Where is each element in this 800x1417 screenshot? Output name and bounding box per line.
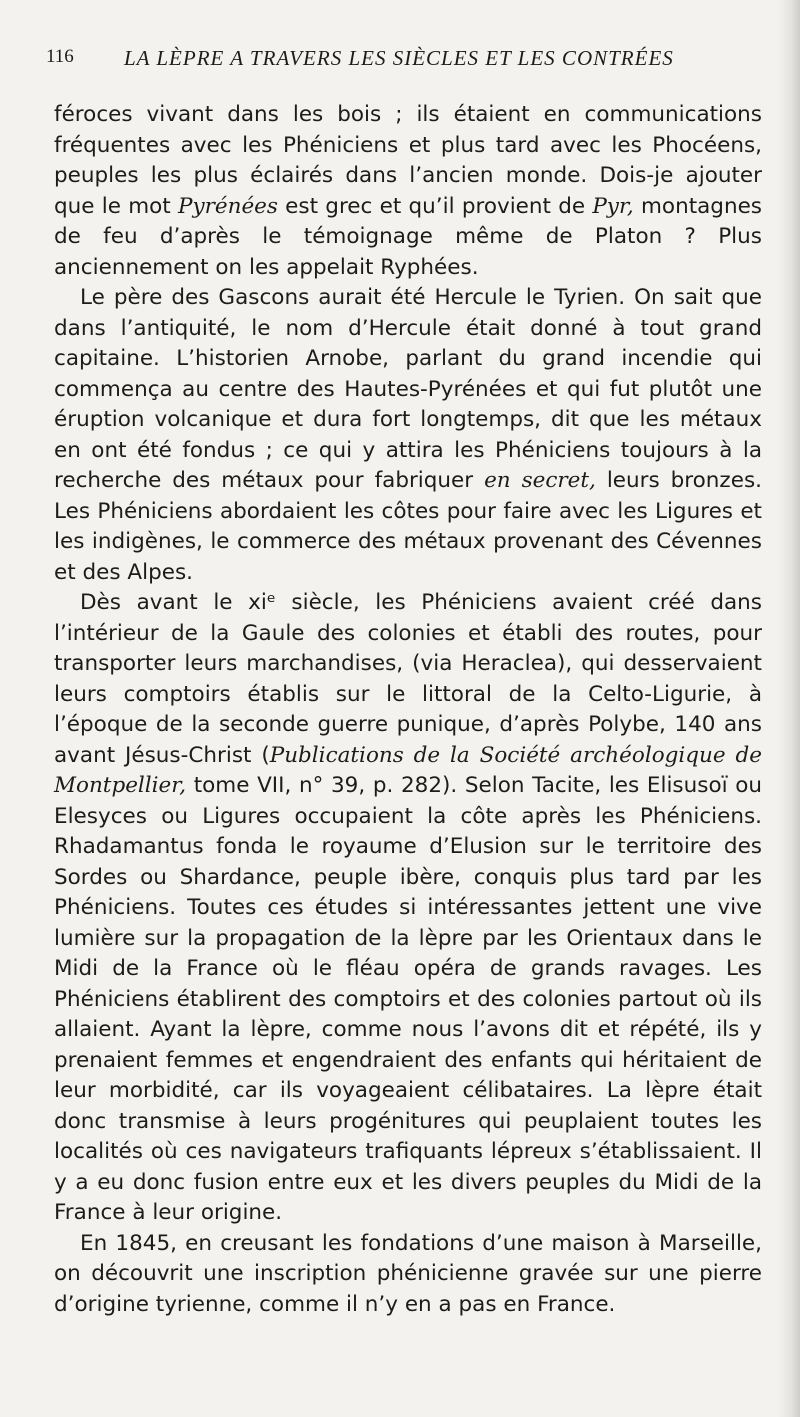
italic-text-run: Pyr, [592, 193, 634, 219]
text-run: En 1845, en creusant les fondations d’une maison à Marseille, on découvrit une inscription phénicienne gravée sur une pierre d’origine tyrienne, comme il n’y en a pas en France. [54, 1230, 762, 1317]
body-text [54, 100, 762, 1320]
paragraph [54, 100, 762, 283]
paragraph [54, 283, 762, 588]
text-run: féroces vivant dans les bois ; ils étaient en communications fréquentes avec les Phéniciens et plus tard avec les Phocéens, peuples les plus éclairés dans l’ancien monde. Dois-je ajouter que le mot [54, 102, 762, 219]
page-edge-shadow [778, 0, 800, 1417]
text-run: leurs bronzes. Les Phéniciens abordaient les côtes pour faire avec les Ligures et les indigènes, le commerce des métaux provenant des Cévennes et des Alpes. [54, 468, 762, 585]
text-run: Dès avant le xiᵉ siècle, les Phéniciens avaient créé dans l’intérieur de la Gaule des colonies et établi des routes, pour transporter leurs marchandises, (via Heraclea), qui desservaient leurs comptoirs établis sur le littoral de la Celto-Ligurie, à l’époque de la seconde guerre punique, d’après Polybe, 140 ans avant Jésus-Christ ( [54, 590, 762, 768]
paragraph [54, 588, 762, 1229]
text-run: montagnes de feu d’après le témoignage même de Platon ? Plus anciennement on les appelait Ryphées. [54, 193, 762, 280]
text-run: tome VII, n° 39, p. 282). Selon Tacite, les Elisusoï ou Elesyces ou Ligures occupaient la côte après les Phéniciens. Rhadamantus fonda le royaume d’Elusion sur le territoire des Sordes ou Shardance, peuple ibère, conquis plus tard par les Phéniciens. Toutes ces études si intéressantes jettent une vive lumière sur la propagation de la lèpre par les Orientaux dans le Midi de la France où le fléau opéra de grands ravages. Les Phéniciens établirent des comptoirs et des colonies partout où ils allaient. Ayant la lèpre, comme nous l’avons dit et répété, ils y prenaient femmes et engendraient des enfants qui héritaient de leur morbidité, car ils voyageaient célibataires. La lèpre était donc transmise à leurs progénitures qui peuplaient toutes les localités où ces navigateurs trafiquants lépreux s’établissaient. Il y a eu donc fusion entre eux et les divers peuples du Midi de la France à leur origine. [54, 773, 762, 1225]
text-run: Le père des Gascons aurait été Hercule le Tyrien. On sait que dans l’antiquité, le nom d’Hercule était donné à tout grand capitaine. L’historien Arnobe, parlant du grand incendie qui commença au centre des Hautes-Pyrénées et qui fut plutôt une éruption volcanique et dura fort longtemps, dit que les métaux en ont été fondus ; ce qui y attira les Phéniciens toujours à la recherche des métaux pour fabriquer [54, 285, 762, 493]
running-title: LA LÈPRE A TRAVERS LES SIÈCLES ET LES CONTRÉES [124, 46, 674, 70]
page-header [46, 42, 766, 76]
italic-text-run: Pyrénées [177, 193, 278, 219]
italic-text-run: Publications de la Société archéologique de Montpellier, [54, 742, 762, 798]
italic-text-run: en secret, [484, 468, 596, 493]
paragraph [54, 1229, 762, 1321]
page-number: 116 [46, 46, 74, 67]
text-run: est grec et qu’il provient de [277, 193, 593, 219]
